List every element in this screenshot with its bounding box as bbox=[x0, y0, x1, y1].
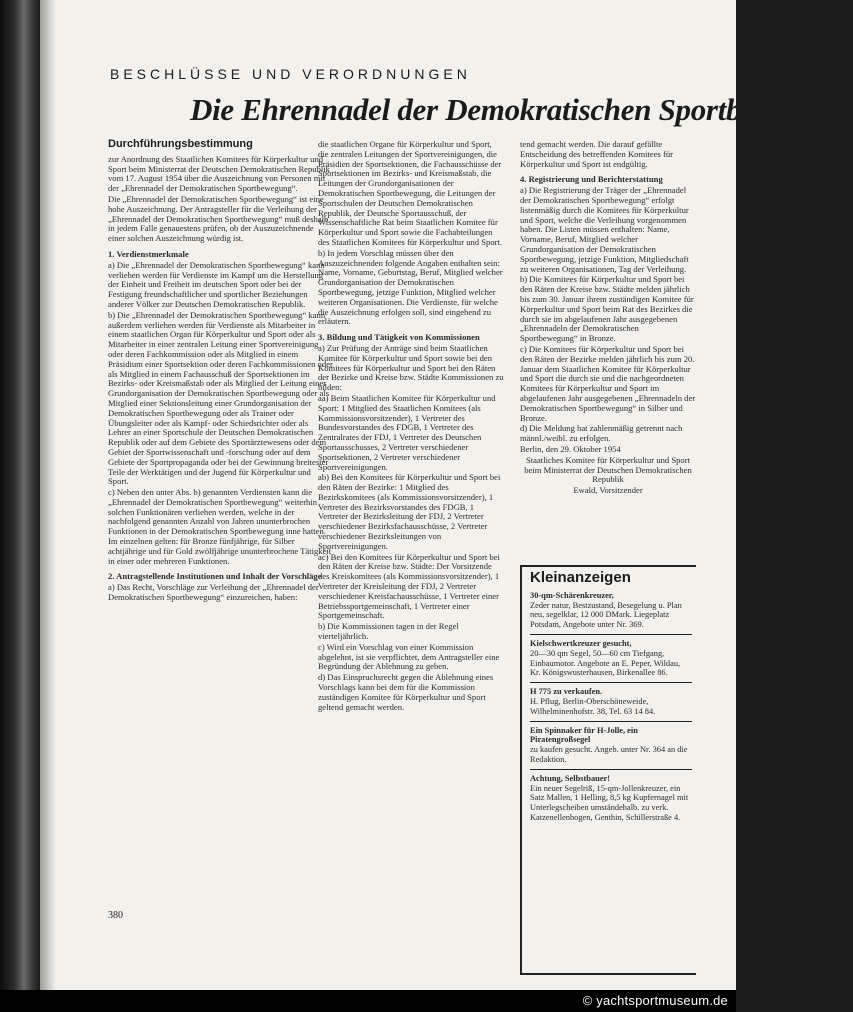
paragraph: a) Zur Prüfung der Anträge sind beim Staatlichen Komitee für Körperkultur und Sport sowie bei den Komitees für Körperkultur und Sport bei den Räten der Bezirke und Kreise bzw. Städte Kommissionen zu bilden: bbox=[318, 342, 504, 393]
section-heading: 3. Bildung und Tätigkeit von Kommissionen bbox=[318, 332, 480, 343]
watermark: © yachtsportmuseum.de bbox=[582, 993, 728, 1008]
paragraph: c) Wird ein Vorschlag von einer Kommission abgelehnt, ist sie verpflichtet, dem Antragsteller eine Begründung der Ablehnung zu geben. bbox=[318, 641, 500, 672]
book-binding bbox=[0, 0, 40, 1012]
signature-line: Ewald, Vorsitzender bbox=[573, 485, 643, 496]
paragraph: d) Das Einspruchsrecht gegen die Ablehnung eines Vorschlags kann bei dem für die Kommission zuständigen Komitee für Körperkultur und Sport geltend gemacht werden. bbox=[318, 672, 494, 712]
classified-ad bbox=[530, 634, 692, 678]
classified-ad-heading: Kielschwertkreuzer gesucht, bbox=[530, 638, 632, 648]
paragraph: b) Die „Ehrennadel der Demokratischen Sportbewegung“ kann außerdem verliehen werden für Verdienste als Mitarbeiter in einem staatlichen Organ für Körperkultur und Sport oder als Mitarbeiter in einer zentralen Leitung einer Sportvereinigung oder deren Fachkommission oder als Mitglied in einem Präsidium einer Sportsektion oder deren Fachkommissionen oder als Mitglied in einem Fachausschuß der Sportsektionen im Bezirks- oder Kreismaßstab oder als Mitglied der Leitung einer Grundorganisation der Demokratischen Sportbewegung oder als Mitglied einer Sektionsleitung einer Grundorganisation der Demokratischen Sportbewegung oder als Trainer oder Übungsleiter oder als Kampf- oder Schiedsrichter oder als Lehrer an einer Sportschule der Deutschen Demokratischen Republik oder auf dem Gebiete des Sportärztewesens oder dem Gebiet der Sportwissenschaft und -forschung oder auf dem Gebiete der Sportpropaganda oder bei der Gewinnung breitester Teile der Werktätigen und der Jugend für Körperkultur und Sport. bbox=[108, 309, 333, 487]
classified-ad-heading: 30-qm-Schärenkreuzer, bbox=[530, 590, 614, 600]
paragraph: c) Die Komitees für Körperkultur und Sport bei den Räten der Bezirke melden jährlich bis zum 20. Januar dem Staatlichen Komitee für Körperkultur und Sport die durch sie und die nachgeordneten Komitees für Körperkultur und Sport im abgelaufenen Jahr ausgegebenen „Ehrennadeln der Demokratischen Sportbewegung“ in Silber und Bronze. bbox=[520, 343, 696, 423]
classified-ad bbox=[530, 587, 692, 630]
article-title: Die Ehrennadel der Demokratischen Sportbewegung bbox=[190, 92, 853, 127]
paragraph: a) Die „Ehrennadel der Demokratischen Sportbewegung“ kann verliehen werden für Verdienste im Kampf um die Herstellung der Einheit und Freiheit im deutschen Sport oder bei der Festigung freundschaftlicher und sportlicher Beziehungen anderer Völker zur Deutschen Demokratischen Republik. bbox=[108, 259, 325, 309]
paragraph: a) Das Recht, Vorschläge zur Verleihung der „Ehrennadel der Demokratischen Sportbewegung“ einzureichen, haben: bbox=[108, 582, 319, 603]
classified-ad-body: Ein neuer Segelriß, 15-qm-Jollenkreuzer, ein Satz Mallen, 1 Helling, 8,5 kg Kupfernagel mit Unterlegscheiben umständehalb. zu verk. Katzenellenbogen, Genthin, Schillerstraße 4. bbox=[530, 783, 689, 822]
gutter-shadow bbox=[40, 0, 56, 990]
classified-ad-body: 20—30 qm Segel, 50—60 cm Tiefgang, Einbaumotor. Angebote an E. Peper, Wildau, Kr. Königswusterhausen, Birkenallee 86. bbox=[530, 648, 681, 678]
paragraph: ac) Bei den Komitees für Körperkultur und Sport bei den Räten der Kreise bzw. Städte: Der Vorsitzende des Kreiskomitees (als Kommissionsvorsitzender), 1 Vertreter der Kreisleitung der FDJ, 2 Vertreter verschiedener Kreisfachausschüsse, 1 Vertreter einer Betriebssportgemeinschaft, 1 Vertreter einer Sportgemeinschaft. bbox=[318, 551, 500, 621]
classified-ad-heading: H 775 zu verkaufen. bbox=[530, 687, 603, 697]
paragraph: ab) Bei den Komitees für Körperkultur und Sport bei den Räten der Bezirke: 1 Mitglied des Bezirkskomitees (als Kommissionsvorsitzender), 1 Vertreter des Bezirksvorstandes des FDGB, 1 Vertreter der Bezirksleitung der FDJ, 2 Vertreter verschiedener Bezirksfachausschüsse, 2 Vertreter verschiedener Bezirksleitungen von Sportvereinigungen. bbox=[318, 472, 501, 551]
classified-ad-heading: Achtung, Selbstbauer! bbox=[530, 773, 611, 783]
classified-ads-title: Kleinanzeigen bbox=[530, 569, 631, 586]
paragraph: zur Anordnung des Staatlichen Komitees für Körperkultur und Sport beim Ministerrat der Deutschen Demokratischen Republik vom 17. August 1954 über die Auszeichnung von Personen mit der „Ehrennadel der Demokratischen Sportbewegung“. bbox=[108, 153, 330, 194]
classified-ad bbox=[530, 721, 692, 765]
section-header: BESCHLÜSSE UND VERORDNUNGEN bbox=[110, 66, 471, 82]
signature-line: Staatliches Komitee für Körperkultur und Sport beim Ministerrat der Deutschen Demokratischen Republik bbox=[524, 454, 692, 485]
paragraph: Die „Ehrennadel der Demokratischen Sportbewegung“ ist eine hohe Auszeichnung. Der Antragsteller für die Verleihung der „Ehrennadel der Demokratischen Sportbewegung“ muß deshalb in jedem Falle genauestens prüfen, ob der Auszuzeichnende einer solchen Auszeichnung würdig ist. bbox=[108, 193, 329, 244]
section-heading: 1. Verdienstmerkmale bbox=[108, 248, 189, 259]
paragraph: Berlin, den 29. Oktober 1954 bbox=[520, 443, 621, 454]
column-3 bbox=[520, 140, 696, 497]
section-heading: 4. Registrierung und Berichterstattung bbox=[520, 174, 663, 185]
paragraph: b) Die Komitees für Körperkultur und Sport bei den Räten der Kreise bzw. Städte melden jährlich bis zum 30. Januar ihrem zuständigen Komitee für Körperkultur und Sport beim Rat des Bezirkes die durch sie im abgelaufenen Jahr ausgegebenen „Ehrennadeln der Demokratischen Sportbewegung“ in Bronze. bbox=[520, 274, 694, 344]
section-heading: 2. Antragstellende Institutionen und Inhalt der Vorschläge bbox=[108, 571, 322, 582]
paragraph: d) Die Meldung hat zahlenmäßig getrennt nach männl./weibl. zu erfolgen. bbox=[520, 423, 683, 444]
column-2 bbox=[318, 140, 504, 713]
article-subtitle: Durchführungsbestimmung bbox=[108, 138, 253, 150]
classified-ad-body: H. Pflug, Berlin-Oberschöneweide, Wilhelminenhofstr. 38, Tel. 63 14 84. bbox=[530, 696, 656, 716]
paragraph: b) Die Kommissionen tagen in der Regel vierteljährlich. bbox=[318, 621, 459, 642]
paragraph: die staatlichen Organe für Körperkultur und Sport, die zentralen Leitungen der Sportvereinigungen, die Präsidien der Sportsektionen, die Fachausschüsse der Sportsektionen im Bezirks- und Kreismaßstab, die Leitungen der Grundorganisationen der Demokratischen Sportbewegung, die Leitungen der Sportschulen der Deutschen Demokratischen Republik, der Deutsche Sportausschuß, der Wissenschaftliche Rat beim Staatlichen Komitee für Körperkultur und Sport sowie die Fachabteilungen des Staatlichen Komitees für Körperkultur und Sport. bbox=[318, 139, 503, 247]
paragraph: c) Neben den unter Abs. b) genannten Verdiensten kann die „Ehrennadel der Demokratischen Sportbewegung“ weiterhin solchen Funktionären verliehen werden, welche in der nachfolgend genannten Anzahl von Jahren ununterbrochen Funktionen in der Demokratischen Sportbewegung inne hatten. Im einzelnen gelten: für Bronze fünfjährige, für Silber achtjährige und für Gold zwölfjährige ununterbrochene Tätigkeit in einer oder mehreren Funktionen. bbox=[108, 487, 332, 566]
paragraph: b) In jedem Vorschlag müssen über den Auszuzeichnenden folgende Angaben enthalten sein: Name, Vorname, Geburtstag, Beruf, Mitglied welcher Grundorganisation der Demokratischen Sportbewegung, jetzige Funktion, Mitglied welcher weiteren Organisationen. Die Verdienste, für welche die Auszeichnung erfolgen soll, sind eingehend zu erläutern. bbox=[318, 247, 503, 327]
classified-ads-box bbox=[520, 565, 696, 975]
classified-ad-body: Zeder natur, Bestzustand, Besegelung u. Plan neu, segelklar, 12 000 DMark. Liegeplatz Potsdam, Angebote unter Nr. 369. bbox=[530, 600, 682, 630]
paragraph: a) Die Registrierung der Träger der „Ehrennadel der Demokratischen Sportbewegung“ erfolgt listenmäßig durch die Komitees für Körperkultur und Sport, welche die Verleihung vorgenommen haben. Die Listen müssen enthalten: Name, Vorname, Beruf, Mitglied welcher Grundorganisation der Demokratischen Sportbewegung, jetzige Funktion, Mitgliedschaft zu weiteren Organisationen, Tag der Verleihung. bbox=[520, 185, 689, 274]
paragraph: tend gemacht werden. Die darauf gefällte Entscheidung des betreffenden Komitees für Körperkultur und Sport ist endgültig. bbox=[520, 139, 674, 169]
page-number: 380 bbox=[108, 910, 123, 921]
classified-ad-body: zu kaufen gesucht. Angeb. unter Nr. 364 an die Redaktion. bbox=[530, 745, 688, 764]
classified-ad-heading: Ein Spinnaker für H-Jolle, ein Piratengroßsegel bbox=[530, 725, 638, 745]
column-1 bbox=[108, 140, 333, 604]
classified-ad bbox=[530, 682, 692, 716]
classified-ads-list bbox=[530, 587, 692, 823]
paragraph: aa) Beim Staatlichen Komitee für Körperkultur und Sport: 1 Mitglied des Staatlichen Komitees (als Kommissionsvorsitzender), 1 Vertreter des Bundesvorstandes des FDGB, 1 Vertreter des Zentralrates der FDJ, 1 Vertreter des Deutschen Sportausschusses, 2 Vertreter verschiedener Sportsektionen, 2 Vertreter verschiedener Sportvereinigungen. bbox=[318, 392, 496, 472]
classified-ad bbox=[530, 769, 692, 823]
